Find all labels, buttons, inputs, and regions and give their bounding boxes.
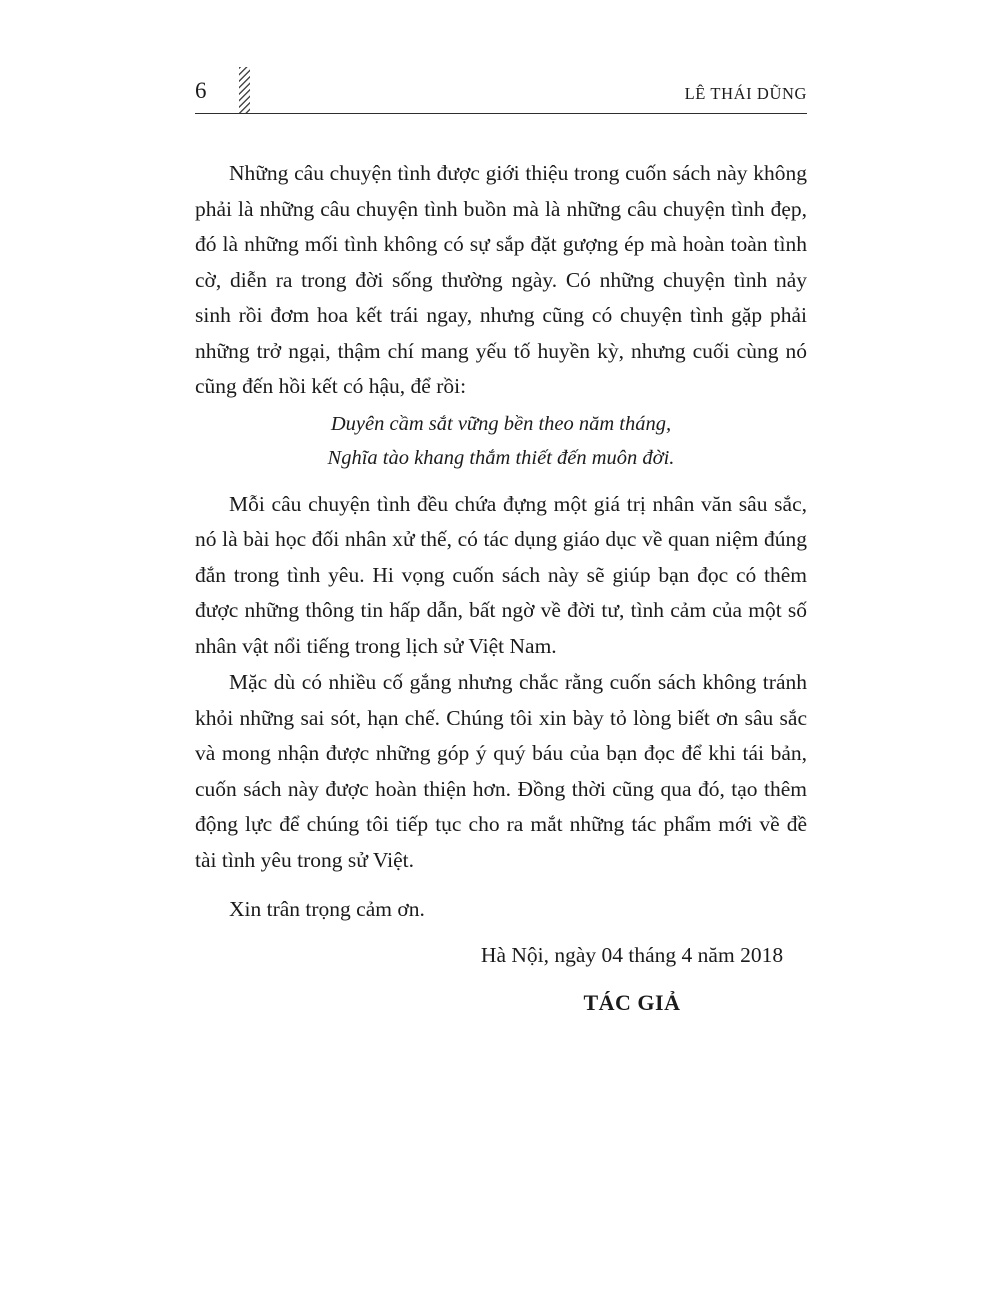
verse-line-1: Duyên cầm sắt vững bền theo năm tháng, — [330, 412, 672, 435]
closing-line: Xin trân trọng cảm ơn. — [229, 897, 425, 921]
signature-block — [457, 938, 807, 1021]
paragraph-value: Mỗi câu chuyện tình đều chứa đựng một giá trị nhân văn sâu sắc, nó là bài học đối nhân xử thế, có tác dụng giáo dục về quan niệm đúng đắn trong tình yêu. Hi vọng cuốn sách này sẽ giúp bạn đọc có thêm được những thông tin hấp dẫn, bất ngờ về đời tư, tình cảm của một số nhân vật nổi tiếng trong lịch sử Việt Nam. — [195, 491, 807, 658]
running-header — [195, 78, 807, 114]
verse-couplet — [195, 407, 807, 475]
page-number: 6 — [195, 78, 207, 103]
hatch-ornament-icon — [239, 67, 250, 113]
signature-author: TÁC GIẢ — [583, 989, 681, 1015]
paragraph-intro: Những câu chuyện tình được giới thiệu trong cuốn sách này không phải là những câu chuyện tình buồn mà là những câu chuyện tình đẹp, đó là những mối tình không có sự sắp đặt gượng ép mà hoàn toàn tình cờ, diễn ra trong đời sống thường ngày. Có những chuyện tình nảy sinh rồi đơm hoa kết trái ngay, nhưng cũng có chuyện tình gặp phải những trở ngại, thậm chí mang yếu tố huyền kỳ, nhưng cuối cùng nó cũng đến hồi kết có hậu, để rồi: — [195, 161, 807, 398]
page-content — [195, 78, 807, 1020]
running-header-author: LÊ THÁI DŨNG — [684, 84, 807, 103]
paragraph-apology: Mặc dù có nhiều cố gắng nhưng chắc rằng cuốn sách không tránh khỏi những sai sót, hạn chế. Chúng tôi xin bày tỏ lòng biết ơn sâu sắc và mong nhận được những góp ý quý báu của bạn đọc để khi tái bản, cuốn sách này được hoàn thiện hơn. Đồng thời cũng qua đó, tạo thêm động lực để chúng tôi tiếp tục cho ra mắt những tác phẩm mới về đề tài tình yêu trong sử Việt. — [195, 670, 807, 872]
verse-line-2: Nghĩa tào khang thắm thiết đến muôn đời. — [327, 446, 675, 469]
body-text — [195, 156, 807, 1020]
signature-date: Hà Nội, ngày 04 tháng 4 năm 2018 — [480, 942, 784, 967]
